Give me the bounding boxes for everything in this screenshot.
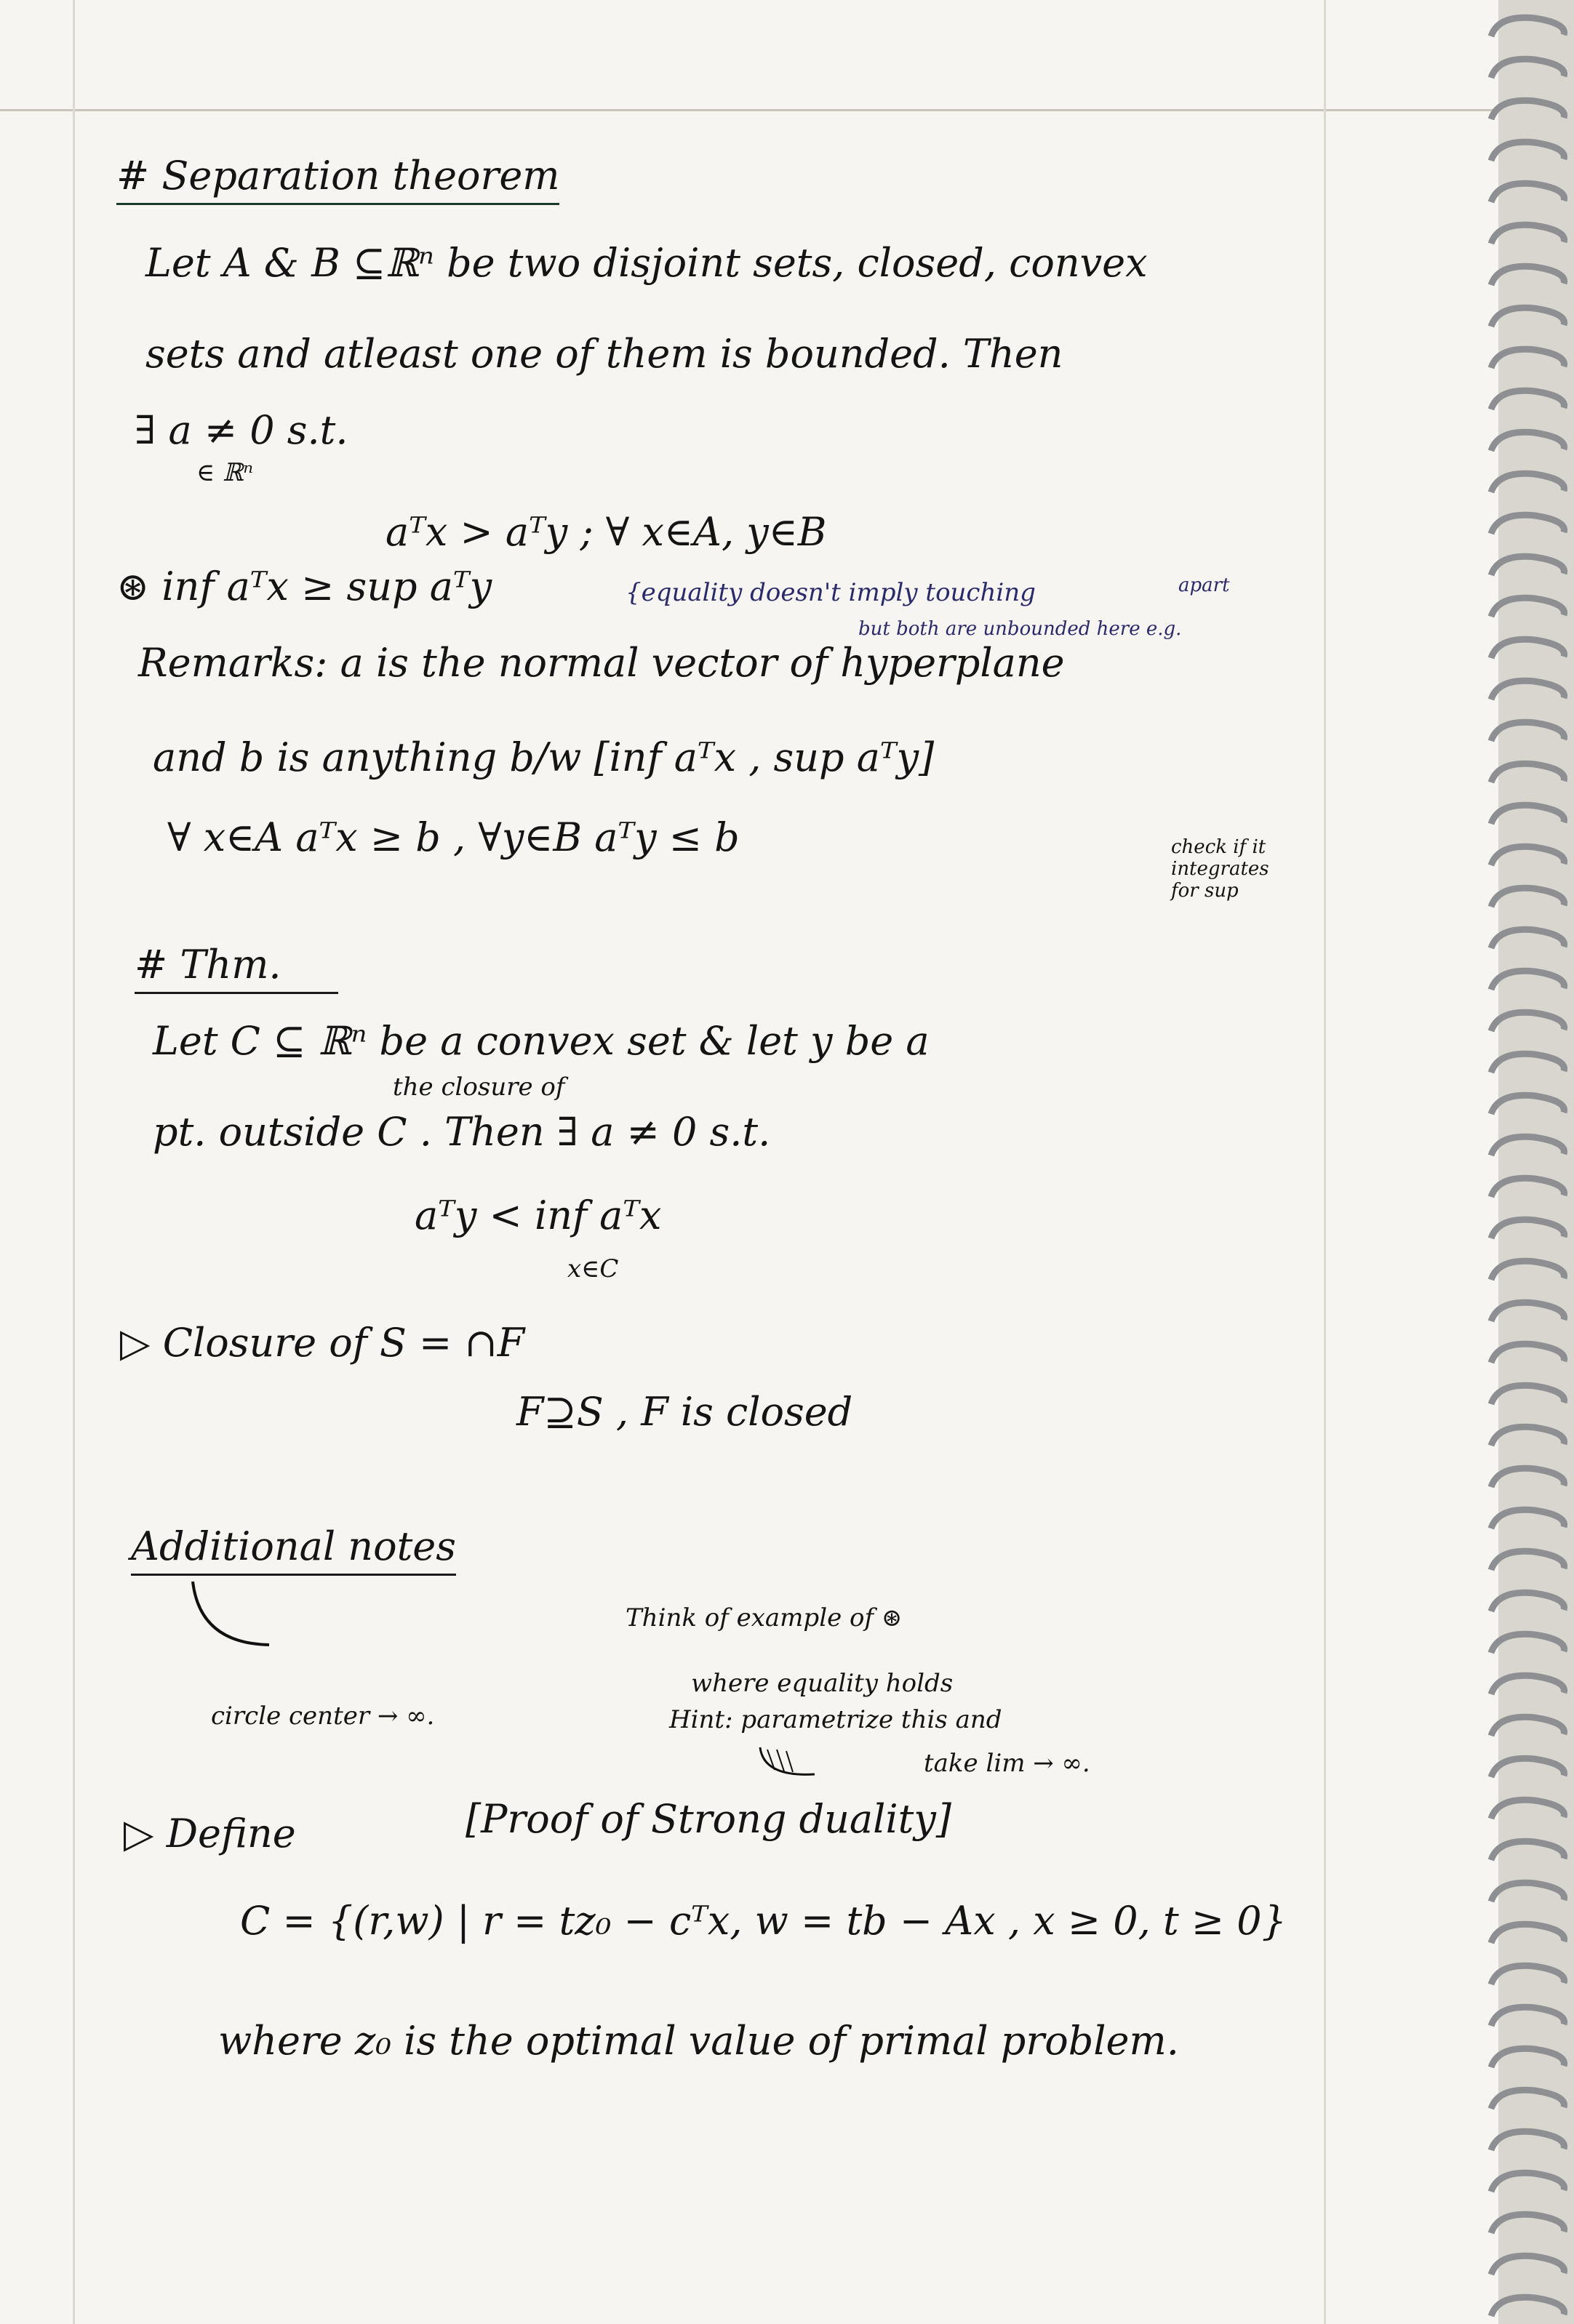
formula-strict: aᵀx > aᵀy ; ∀ x∈A, y∈B bbox=[385, 509, 827, 555]
spiral-ring bbox=[1491, 598, 1565, 617]
spiral-ring bbox=[1491, 971, 1565, 990]
spiral-ring bbox=[1491, 2007, 1565, 2026]
proof-strong-duality: [Proof of Strong duality] bbox=[466, 1796, 951, 1842]
spiral-ring bbox=[1491, 59, 1565, 78]
spiral-ring bbox=[1491, 225, 1565, 244]
closure-condition: F⊇S , F is closed bbox=[516, 1389, 853, 1435]
spiral-ring bbox=[1491, 2173, 1565, 2192]
equality-holds: where equality holds bbox=[691, 1669, 954, 1698]
margin-note: check if it integrates for sup bbox=[1171, 836, 1269, 902]
left-margin-line bbox=[73, 0, 75, 2324]
spiral-ring bbox=[1491, 266, 1565, 285]
circle-center-note: circle center → ∞. bbox=[211, 1702, 435, 1731]
formula-inf-sup: ⊛ inf aᵀx ≥ sup aᵀy bbox=[116, 564, 492, 609]
separation-line3: ∃ a ≠ 0 s.t. bbox=[135, 407, 348, 453]
spiral-ring bbox=[1491, 1592, 1565, 1611]
hatched-region-sketch bbox=[756, 1744, 822, 1784]
separation-line2: sets and atleast one of them is bounded. Then bbox=[145, 331, 1063, 377]
separation-heading: # Separation theorem bbox=[116, 153, 559, 205]
theorem-closure-insert: the closure of bbox=[393, 1073, 565, 1102]
spiral-ring bbox=[1491, 1551, 1565, 1570]
spiral-ring bbox=[1491, 1344, 1565, 1363]
theorem-formula: aᵀy < inf aᵀx bbox=[415, 1193, 662, 1238]
spiral-ring bbox=[1491, 2214, 1565, 2233]
think-example: Think of example of ⊛ bbox=[626, 1603, 903, 1632]
spiral-ring bbox=[1491, 1800, 1565, 1819]
spiral-ring bbox=[1491, 432, 1565, 451]
spiral-ring bbox=[1491, 2297, 1565, 2316]
spiral-ring bbox=[1491, 1261, 1565, 1280]
spiral-ring bbox=[1491, 1219, 1565, 1238]
spiral-ring bbox=[1491, 1178, 1565, 1197]
spiral-ring bbox=[1491, 1758, 1565, 1777]
separation-line3-sub: ∈ ℝⁿ bbox=[196, 458, 254, 487]
spiral-ring bbox=[1491, 639, 1565, 658]
spiral-ring bbox=[1491, 142, 1565, 161]
spiral-ring bbox=[1491, 1634, 1565, 1653]
additional-notes-heading: Additional notes bbox=[131, 1523, 456, 1576]
spiral-binding bbox=[1484, 0, 1574, 2324]
spiral-ring bbox=[1491, 2048, 1565, 2067]
spiral-ring bbox=[1491, 1717, 1565, 1736]
theorem-line2: pt. outside C . Then ∃ a ≠ 0 s.t. bbox=[153, 1109, 771, 1155]
curve-sketch bbox=[189, 1578, 276, 1651]
theorem-formula-sub: x∈C bbox=[567, 1254, 619, 1283]
spiral-ring bbox=[1491, 100, 1565, 119]
spiral-ring bbox=[1491, 888, 1565, 907]
spiral-ring bbox=[1491, 722, 1565, 741]
spiral-ring bbox=[1491, 805, 1565, 824]
spiral-ring bbox=[1491, 1510, 1565, 1528]
spiral-ring bbox=[1491, 2256, 1565, 2275]
unbounded-note: but both are unbounded here e.g. bbox=[858, 618, 1182, 640]
spiral-ring bbox=[1491, 556, 1565, 575]
spiral-ring bbox=[1491, 183, 1565, 202]
remarks-line: Remarks: a is the normal vector of hyperplane bbox=[138, 640, 1065, 686]
hint-note: Hint: parametrize this and bbox=[669, 1705, 1002, 1734]
spiral-ring bbox=[1491, 473, 1565, 492]
spiral-ring bbox=[1491, 1054, 1565, 1073]
b-condition-line: ∀ x∈A aᵀx ≥ b , ∀y∈B aᵀy ≤ b bbox=[167, 814, 740, 860]
spiral-ring bbox=[1491, 17, 1565, 36]
spiral-ring bbox=[1491, 515, 1565, 534]
spiral-ring bbox=[1491, 1137, 1565, 1155]
spiral-ring bbox=[1491, 764, 1565, 782]
spiral-ring bbox=[1491, 390, 1565, 409]
spiral-ring bbox=[1491, 1883, 1565, 1902]
b-range-line: and b is anything b/w [inf aᵀx , sup aᵀy] bbox=[153, 734, 935, 780]
equality-note: {equality doesn't imply touching bbox=[626, 578, 1036, 607]
spiral-ring bbox=[1491, 2090, 1565, 2109]
spiral-ring bbox=[1491, 349, 1565, 368]
right-margin-line bbox=[1324, 0, 1326, 2324]
spiral-ring bbox=[1491, 1841, 1565, 1860]
theorem-line1: Let C ⊆ ℝⁿ be a convex set & let y be a bbox=[153, 1018, 930, 1064]
spiral-ring bbox=[1491, 1385, 1565, 1404]
top-margin-line bbox=[0, 109, 1498, 111]
hint-limit: take lim → ∞. bbox=[924, 1749, 1090, 1778]
spiral-ring bbox=[1491, 1095, 1565, 1114]
spiral-ring bbox=[1491, 308, 1565, 326]
set-c-definition: C = {(r,w) | r = tz₀ − cᵀx, w = tb − Ax , x ≥ 0, t ≥ 0} bbox=[240, 1898, 1287, 1944]
theorem-heading: # Thm. bbox=[135, 942, 338, 994]
spiral-ring bbox=[1491, 929, 1565, 948]
spiral-ring bbox=[1491, 1675, 1565, 1694]
separation-line1: Let A & B ⊆ℝⁿ be two disjoint sets, closed, convex bbox=[145, 240, 1148, 286]
apart-note: apart bbox=[1178, 574, 1230, 596]
define-label: ▷ Define bbox=[124, 1811, 296, 1856]
spiral-ring bbox=[1491, 1966, 1565, 1984]
z0-definition: where z₀ is the optimal value of primal problem. bbox=[218, 2018, 1179, 2064]
spiral-ring bbox=[1491, 2131, 1565, 2150]
spiral-ring bbox=[1491, 1468, 1565, 1487]
closure-definition: ▷ Closure of S = ∩F bbox=[120, 1320, 525, 1366]
spiral-ring bbox=[1491, 681, 1565, 700]
spiral-ring bbox=[1491, 1302, 1565, 1321]
spiral-ring bbox=[1491, 846, 1565, 865]
spiral-ring bbox=[1491, 1924, 1565, 1943]
spiral-ring bbox=[1491, 1427, 1565, 1446]
spiral-ring bbox=[1491, 1012, 1565, 1031]
